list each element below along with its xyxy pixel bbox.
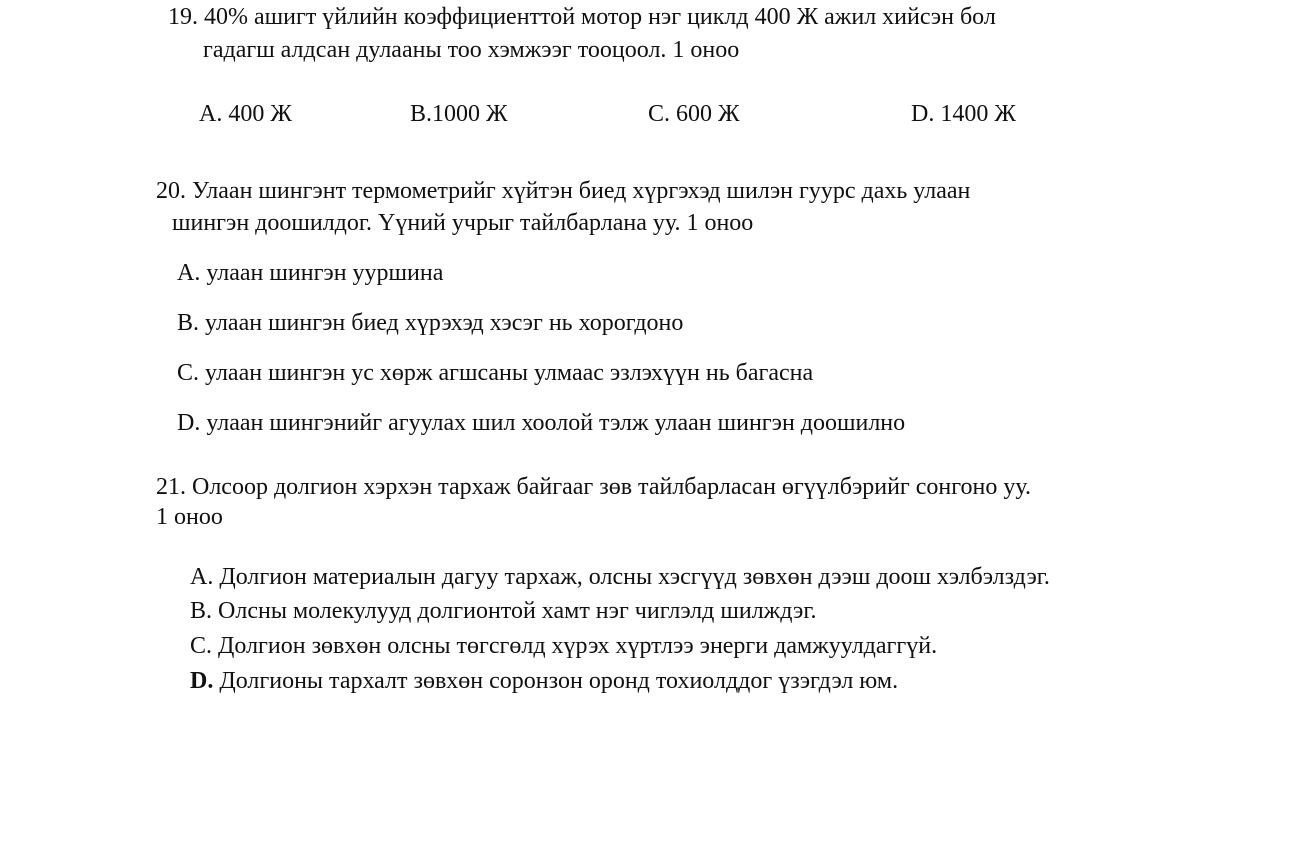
question-21-option-d: [190, 666, 898, 696]
question-21-option-d-text: Долгионы тархалт зөвхөн соронзон оронд тохиолддог үзэгдэл юм.: [213, 668, 899, 694]
question-20-option-d: D. улаан шингэнийг агуулах шил хоолой тэлж улаан шингэн доошилно: [177, 410, 906, 436]
question-19-option-c: С. 600 Ж: [648, 101, 740, 127]
question-20-option-c: С. улаан шингэн ус хөрж агшсаны улмаас эзлэхүүн нь багасна: [177, 360, 814, 386]
question-21-option-b: В. Олсны молекулууд долгионтой хамт нэг чиглэлд шилждэг.: [190, 598, 817, 624]
question-21-line-2: 1 оноо: [156, 504, 223, 530]
question-19-line-2: гадагш алдсан дулааны тоо хэмжээг тооцоол. 1 оноо: [203, 37, 740, 63]
question-21-option-d-letter: D.: [190, 668, 214, 694]
question-21-option-c: С. Долгион зөвхөн олсны төгсгөлд хүрэх хүртлээ энерги дамжуулдаггүй.: [190, 633, 938, 659]
question-21-option-a: А. Долгион материалын дагуу тархаж, олсны хэсгүүд зөвхөн дээш доош хэлбэлздэг.: [190, 564, 1050, 590]
question-19-option-b: В.1000 Ж: [410, 101, 508, 127]
question-19-line-1: 19. 40% ашигт үйлийн коэффициенттой мотор нэг циклд 400 Ж ажил хийсэн бол: [168, 4, 996, 30]
question-20-option-a: А. улаан шингэн ууршина: [177, 260, 444, 286]
question-20-line-2: шингэн доошилдог. Үүний учрыг тайлбарлана уу. 1 оноо: [172, 210, 754, 236]
question-19-option-a: А. 400 Ж: [199, 101, 292, 127]
question-19-option-d: D. 1400 Ж: [911, 101, 1016, 127]
question-20-option-b: В. улаан шингэн биед хүрэхэд хэсэг нь хорогдоно: [177, 310, 684, 336]
question-20-line-1: 20. Улаан шингэнт термометрийг хүйтэн биед хүргэхэд шилэн гуурс дахь улаан: [156, 178, 971, 204]
question-21-line-1: 21. Олсоор долгион хэрхэн тархаж байгааг зөв тайлбарласан өгүүлбэрийг сонгоно уу.: [156, 474, 1031, 500]
